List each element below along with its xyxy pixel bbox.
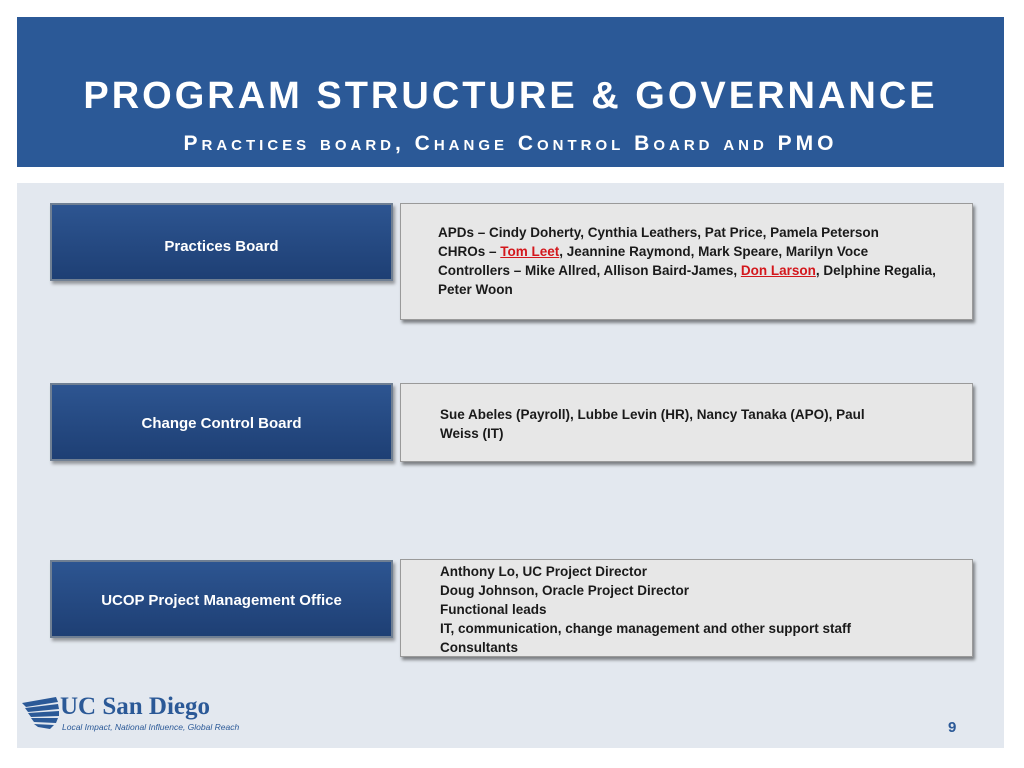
pmo-line: Functional leads (440, 602, 547, 617)
uc-san-diego-logo (22, 693, 262, 746)
logo-wordmark: UC San Diego (60, 693, 211, 720)
apds-line: APDs – Cindy Doherty, Cynthia Leathers, Pat Price, Pamela Peterson (438, 225, 879, 240)
highlight-name: Tom Leet (500, 244, 560, 259)
pmo-line: Consultants (440, 640, 519, 655)
pmo-members-box (400, 559, 973, 657)
pmo-members (440, 562, 952, 657)
pmo-line: IT, communication, change management and other support staff (440, 621, 852, 636)
change-control-board-box (50, 383, 393, 461)
practices-board-label: Practices Board (164, 238, 279, 255)
pmo-label: UCOP Project Management Office (101, 592, 342, 609)
slide-subtitle: Practices board, Change Control Board and PMO (183, 132, 838, 155)
change-control-board-members-box (400, 383, 973, 462)
practices-board-members (438, 223, 952, 299)
practices-board-members-box (400, 203, 973, 320)
logo-tagline: Local Impact, National Influence, Global Reach (62, 722, 240, 732)
change-control-board-members: Sue Abeles (Payroll), Lubbe Levin (HR), Nancy Tanaka (APO), Paul Weiss (IT) (440, 407, 865, 441)
pmo-line: Anthony Lo, UC Project Director (440, 564, 648, 579)
controllers-line: Controllers – Mike Allred, Allison Baird-James, Don Larson, Delphine Regalia, Peter Woon (438, 263, 936, 297)
page-number: 9 (948, 719, 957, 736)
pmo-box (50, 560, 393, 638)
change-control-board-label: Change Control Board (141, 415, 302, 432)
highlight-name: Don Larson (740, 263, 816, 278)
slide-header (17, 17, 1004, 167)
pmo-line: Doug Johnson, Oracle Project Director (440, 583, 690, 598)
practices-board-box (50, 203, 393, 281)
chros-line: CHROs – Tom Leet, Jeannine Raymond, Mark Speare, Marilyn Voce (438, 244, 869, 259)
slide-title: PROGRAM STRUCTURE & GOVERNANCE (83, 75, 938, 117)
